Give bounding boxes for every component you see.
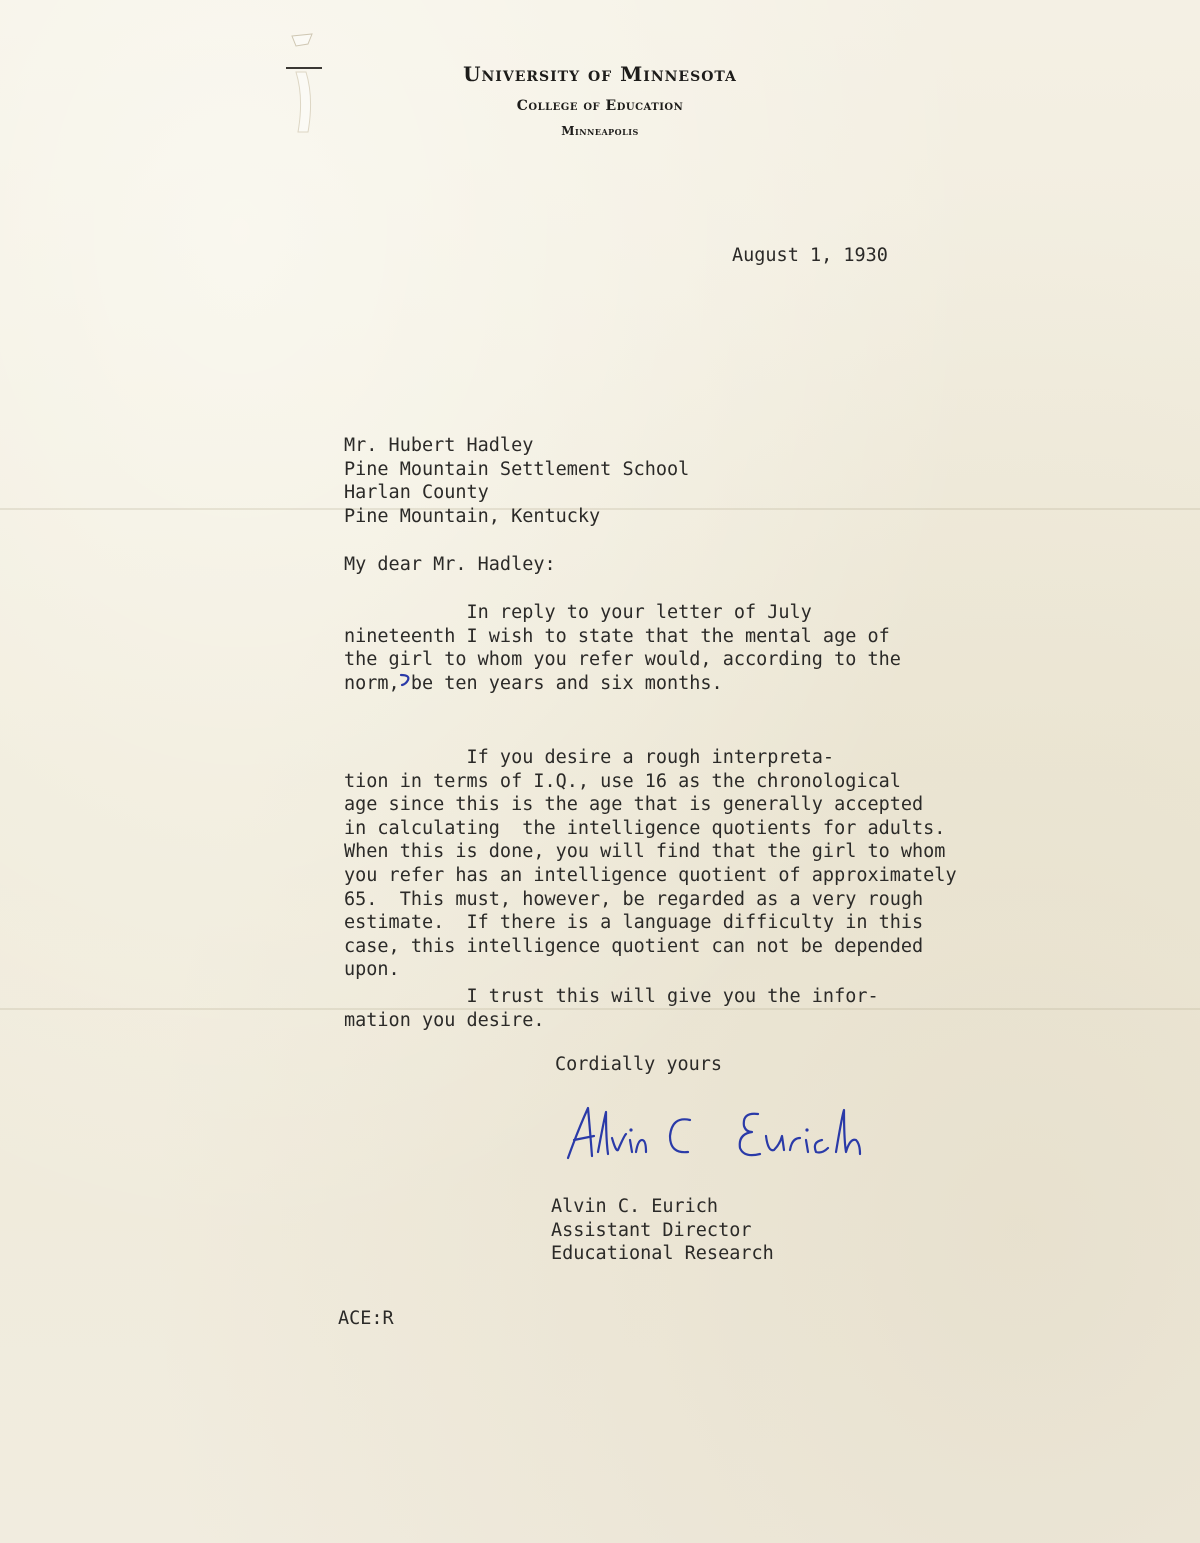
sender-block [551,1195,774,1266]
recipient-line: Mr. Hubert Hadley [344,435,534,456]
body-paragraph: I trust this will give you the infor- mation you desire. [344,986,879,1031]
letterhead-college: College of Education [516,98,684,114]
body-paragraph: In reply to your letter of July nineteenth I wish to state that the mental age of the girl to whom you refer would, according to the norm, be ten years and six months. [344,602,901,694]
reference-initials: ACE:R [338,1308,394,1329]
sender-department: Educational Research [551,1243,774,1265]
recipient-line: Harlan County [344,482,489,504]
sender-title: Assistant Director [551,1219,752,1241]
recipient-line: Pine Mountain Settlement School [344,458,690,480]
handwritten-signature [560,1100,910,1170]
ink-correction-mark [398,673,414,687]
recipient-line: Pine Mountain, Kentucky [344,505,601,527]
letterhead-institution: University of Minnesota [463,62,737,86]
recipient-address [344,434,689,528]
salutation: My dear Mr. Hadley: [344,554,556,575]
letter-date: August 1, 1930 [732,245,888,266]
closing: Cordially yours [555,1054,723,1075]
sender-name: Alvin C. Eurich [551,1196,719,1217]
body-paragraph: If you desire a rough interpreta- tion in terms of I.Q., use 16 as the chronological age since this is the age that is generally accepted in calculating the intelligence quotients for adults. When this is done, you will find that the girl to whom you refer has an intelligence quotient of approximately 65. This must, however, be regarded as a very rough estimate. If there is a language difficulty in this case, this intelligence quotient can not be depended upon. [344,747,957,981]
letterhead-city: Minneapolis [561,124,639,138]
